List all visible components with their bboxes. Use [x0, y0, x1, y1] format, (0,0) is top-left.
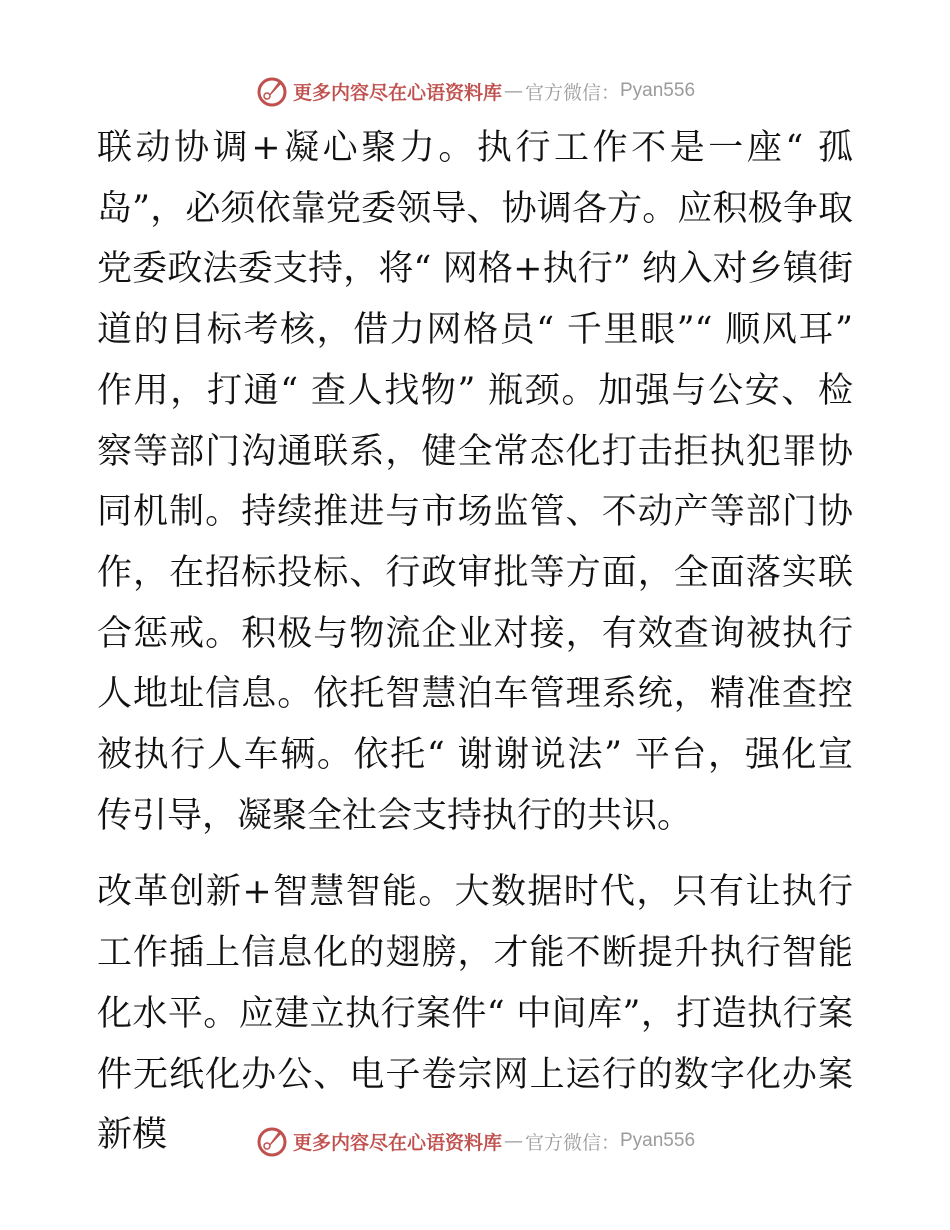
watermark-wechat-id: Pyan556 — [620, 1130, 696, 1151]
footer-watermark — [0, 1119, 950, 1163]
header-watermark — [0, 69, 950, 113]
watermark-dash: — — [503, 1130, 523, 1152]
watermark-main-text: 更多内容尽在心语资料库 — [292, 81, 502, 104]
watermark-main-text: 更多内容尽在心语资料库 — [292, 1131, 502, 1154]
paragraph-linkage: 联动协调+凝心聚力。执行工作不是一座“ 孤岛”，必须依靠党委领导、协调各方。应积极争取党委政法委支持，将“ 网格+执行” 纳入对乡镇街道的目标考核，借力网格员“ 千里眼”“ 顺风耳” 作用，打通“ 查人找物” 瓶颈。加强与公安、检察等部门沟通联系，健全常态化打击拒执犯罪协同机制。持续推进与市场监管、不动产等部门协作，在招标投标、行政审批等方面，全面落实联合惩戒。积极与物流企业对接，有效查询被执行人地址信息。依托智慧泊车管理系统，精准查控被执行人车辆。依托“ 谢谢说法” 平台，强化宣传引导，凝聚全社会支持执行的共识。 — [97, 128, 853, 836]
document-body — [97, 118, 853, 1166]
quill-logo-icon — [255, 1124, 289, 1158]
quill-logo-icon — [255, 74, 289, 108]
paragraph-innovation: 改革创新+智慧智能。大数据时代，只有让执行工作插上信息化的翅膀，才能不断提升执行智能化水平。应建立执行案件“ 中间库”，打造执行案件无纸化办公、电子卷宗网上运行的数字化办案新模 — [97, 872, 853, 1156]
watermark-wechat-label: 官方微信： — [524, 81, 620, 104]
watermark-wechat-label: 官方微信： — [524, 1131, 620, 1154]
watermark-dash: — — [503, 80, 523, 102]
watermark-wechat-id: Pyan556 — [620, 80, 696, 101]
